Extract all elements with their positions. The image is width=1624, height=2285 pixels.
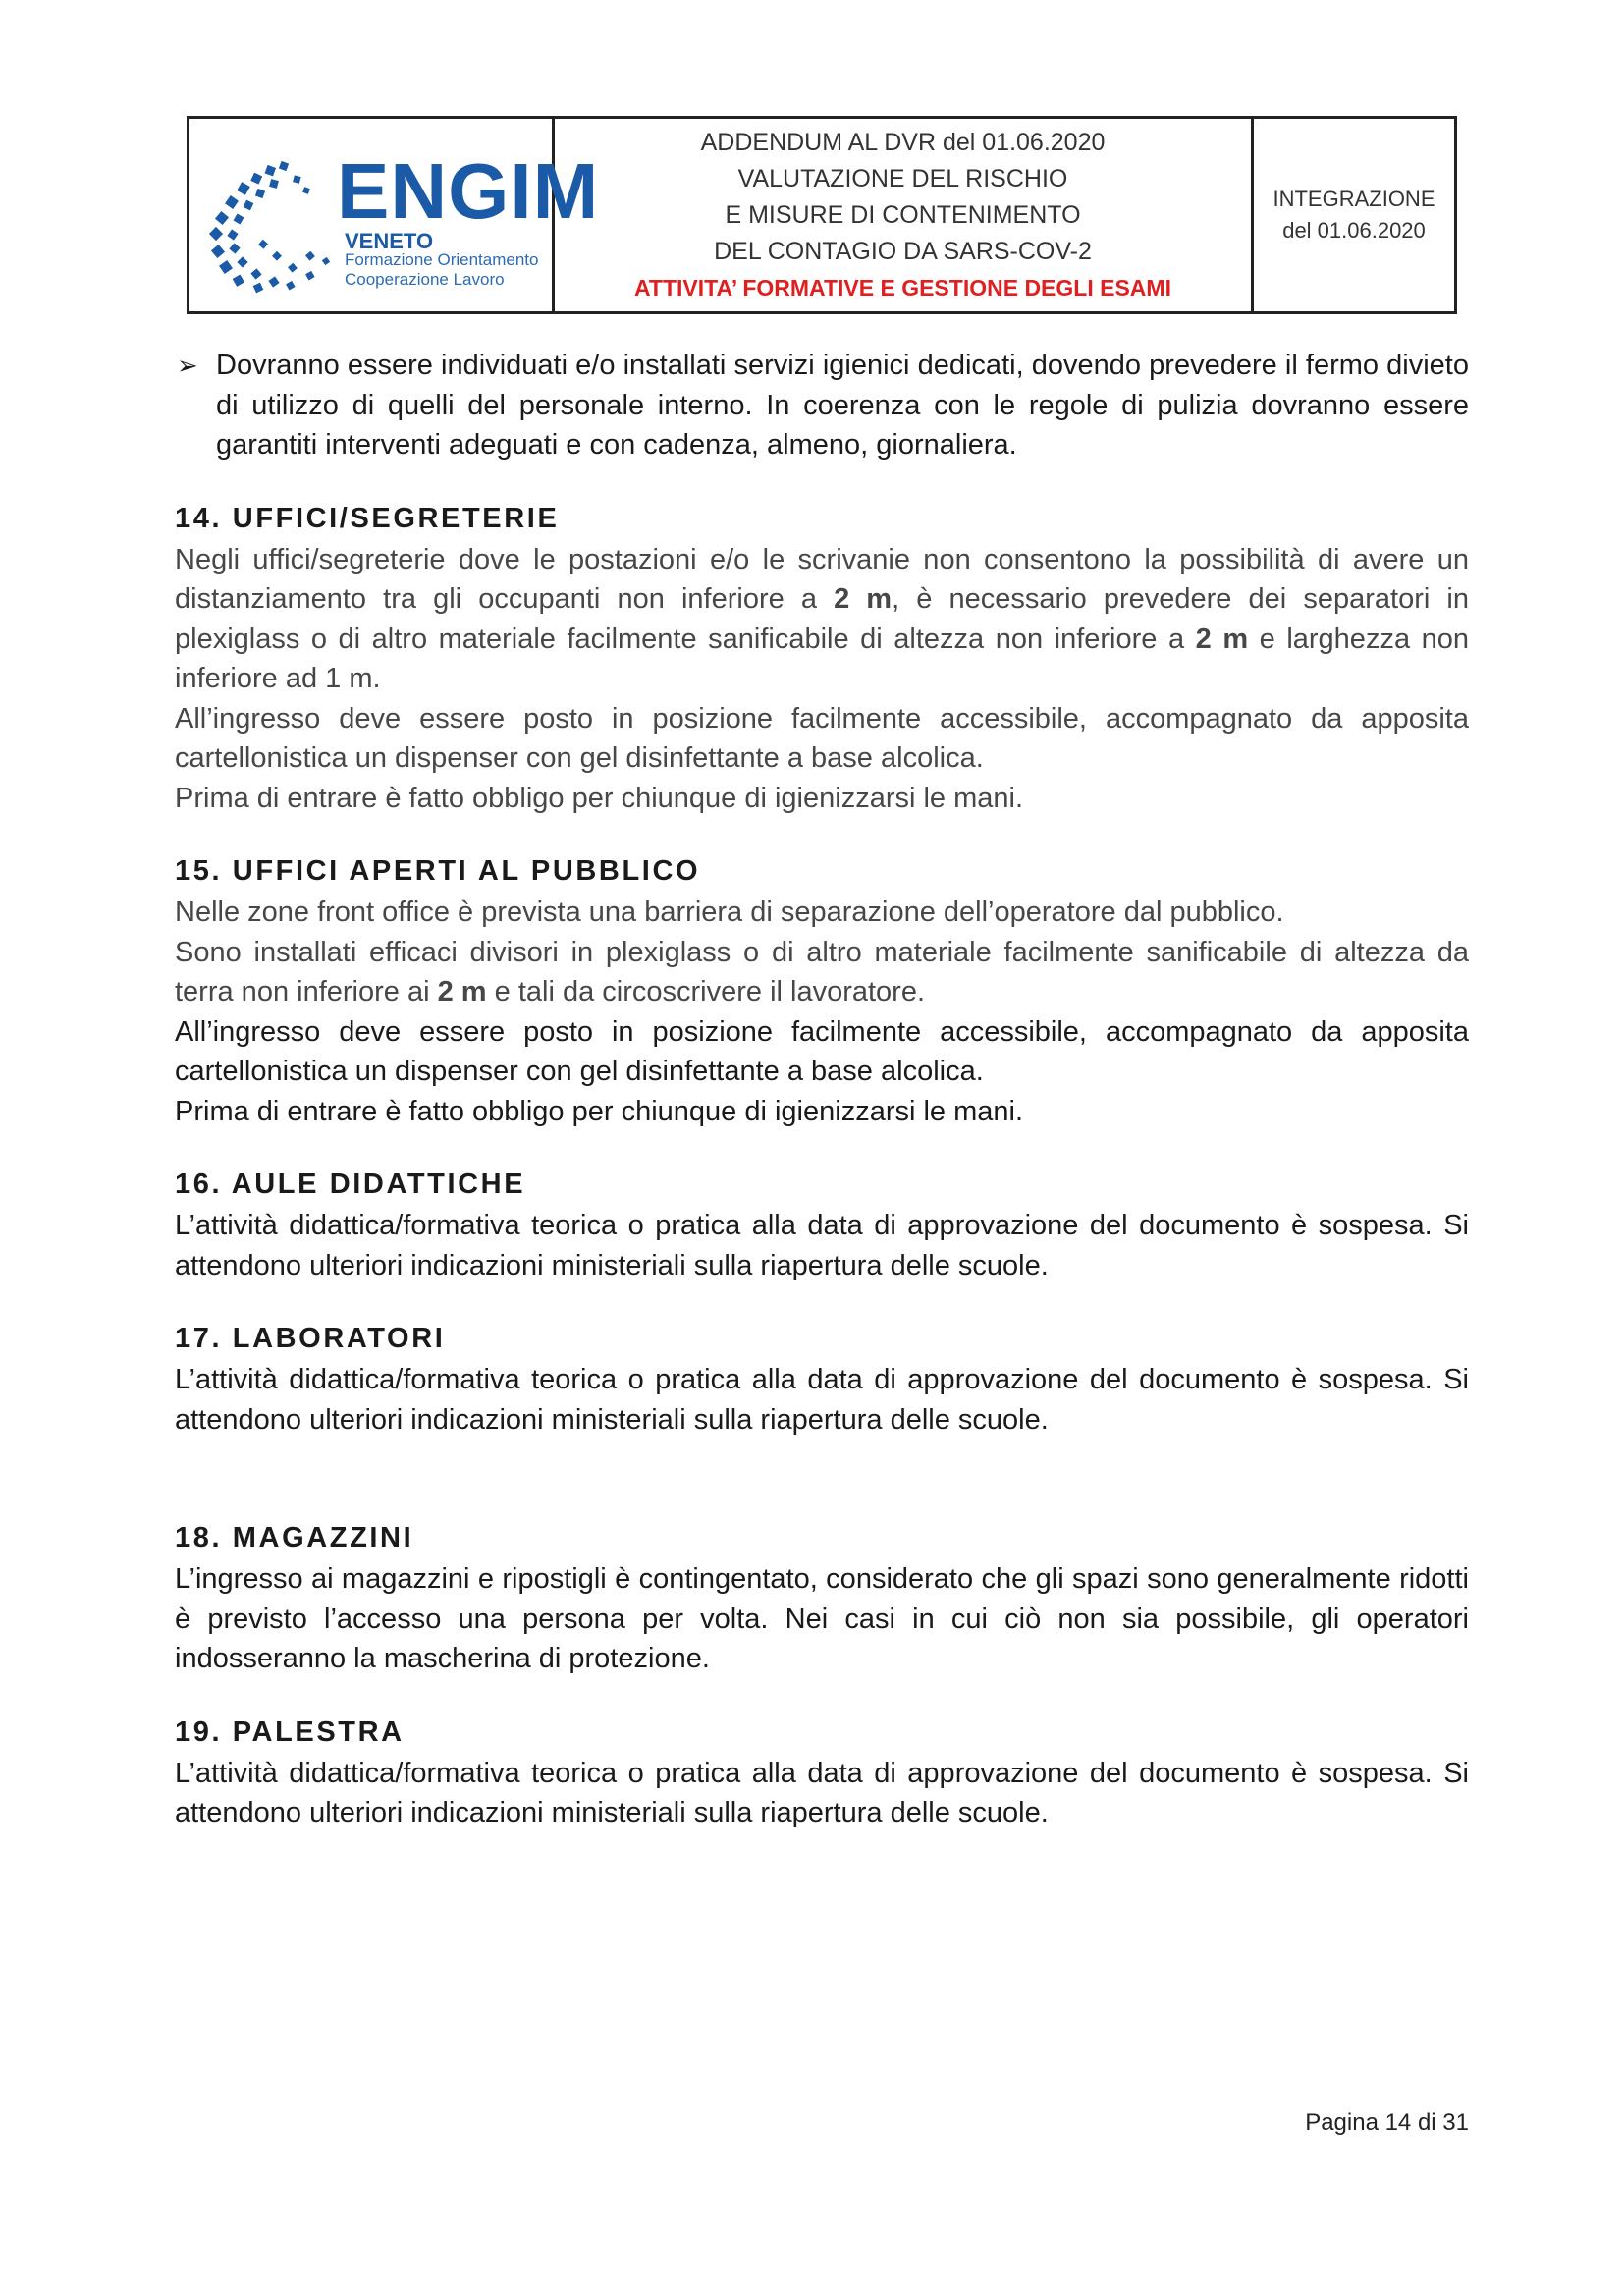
section-15 bbox=[175, 851, 1469, 1131]
header-revision-cell bbox=[1254, 119, 1454, 311]
document-header-table bbox=[187, 116, 1457, 314]
logo-tagline-1: Formazione Orientamento bbox=[345, 250, 539, 269]
section-17 bbox=[175, 1319, 1469, 1440]
section-paragraph bbox=[175, 933, 1469, 1012]
text-run: Negli uffici/segreterie dove le postazioni e/o le scrivanie non consentono la possibilità di avere un distanziamento tra gli occupanti non inferiore a bbox=[175, 543, 1469, 615]
arrow-bullet-icon: ➢ bbox=[177, 351, 198, 380]
section-heading: 16. AULE DIDATTICHE bbox=[175, 1169, 526, 1200]
logo-region: VENETO bbox=[345, 229, 434, 253]
section-paragraph bbox=[175, 540, 1469, 699]
section-paragraph: All’ingresso deve essere posto in posizione facilmente accessibile, accompagnato da apposita cartellonistica un dispenser con gel disinfettante a base alcolica. bbox=[175, 1015, 1469, 1087]
section-paragraph: Prima di entrare è fatto obbligo per chiunque di igienizzarsi le mani. bbox=[175, 782, 1024, 814]
text-run: e larghezza non inferiore ad 1 m. bbox=[175, 623, 1469, 694]
section-heading: 17. LABORATORI bbox=[175, 1323, 446, 1354]
intro-bullet-item bbox=[175, 346, 1469, 465]
section-paragraph: Prima di entrare è fatto obbligo per chiunque di igienizzarsi le mani. bbox=[175, 1095, 1024, 1127]
section-paragraph: L’attività didattica/formativa teorica o pratica alla data di approvazione del documento è sospesa. Si attendono ulteriori indicazioni ministeriali sulla riapertura delle scuole. bbox=[175, 1210, 1469, 1281]
section-19 bbox=[175, 1713, 1469, 1833]
header-title-line: DEL CONTAGIO DA SARS-COV-2 bbox=[714, 237, 1092, 265]
header-title-line: VALUTAZIONE DEL RISCHIO bbox=[737, 164, 1068, 192]
logo-tagline-2: Cooperazione Lavoro bbox=[345, 270, 505, 289]
text-run: , è necessario prevedere dei separatori in plexiglass o di altro materiale facilmente sanificabile di altezza non inferiore a bbox=[175, 583, 1469, 655]
revision-label: INTEGRAZIONE bbox=[1272, 187, 1435, 211]
logo-wordmark: ENGIM bbox=[337, 147, 600, 235]
bold-text-run: 2 m bbox=[834, 583, 893, 615]
header-title-line: ADDENDUM AL DVR del 01.06.2020 bbox=[700, 128, 1106, 156]
text-run: Sono installati efficaci divisori in plexiglass o di altro materiale facilmente sanificabile di altezza da terra non inferiore ai bbox=[175, 936, 1469, 1007]
section-paragraph: L’ingresso ai magazzini e ripostigli è contingentato, considerato che gli spazi sono generalmente ridotti è previsto l’accesso una persona per volta. Nei casi in cui ciò non sia possibile, gli operatori indosseranno la mascherina di protezione. bbox=[175, 1563, 1469, 1674]
header-title-cell bbox=[555, 119, 1254, 311]
section-paragraph: All’ingresso deve essere posto in posizione facilmente accessibile, accompagnato da apposita cartellonistica un dispenser con gel disinfettante a base alcolica. bbox=[175, 702, 1469, 774]
section-heading: 15. UFFICI APERTI AL PUBBLICO bbox=[175, 855, 701, 887]
engim-logo-dots-icon bbox=[205, 158, 343, 296]
section-16 bbox=[175, 1165, 1469, 1285]
section-14 bbox=[175, 499, 1469, 819]
section-paragraph: L’attività didattica/formativa teorica o pratica alla data di approvazione del documento è sospesa. Si attendono ulteriori indicazioni ministeriali sulla riapertura delle scuole. bbox=[175, 1757, 1469, 1828]
revision-date: del 01.06.2020 bbox=[1282, 218, 1426, 243]
bold-text-run: 2 m bbox=[437, 976, 487, 1007]
header-subtitle: ATTIVITA’ FORMATIVE E GESTIONE DEGLI ESAMI bbox=[634, 274, 1171, 300]
section-18 bbox=[175, 1518, 1469, 1679]
header-title-line: E MISURE DI CONTENIMENTO bbox=[725, 200, 1081, 229]
section-heading: 18. MAGAZZINI bbox=[175, 1522, 414, 1553]
bold-text-run: 2 m bbox=[1195, 623, 1249, 655]
logo-cell bbox=[189, 119, 600, 311]
intro-bullet-text: Dovranno essere individuati e/o installati servizi igienici dedicati, dovendo prevedere il fermo divieto di utilizzo di quelli del personale interno. In coerenza con le regole di pulizia dovranno essere garantiti interventi adeguati e con cadenza, almeno, giornaliera. bbox=[216, 350, 1469, 461]
page-number: Pagina 14 di 31 bbox=[1305, 2109, 1469, 2136]
section-paragraph: Nelle zone front office è prevista una barriera di separazione dell’operatore dal pubblico. bbox=[175, 897, 1284, 928]
section-heading: 19. PALESTRA bbox=[175, 1715, 405, 1748]
section-heading: 14. UFFICI/SEGRETERIE bbox=[175, 502, 560, 534]
text-run: e tali da circoscrivere il lavoratore. bbox=[486, 976, 926, 1007]
document-body bbox=[175, 346, 1469, 1833]
section-paragraph: L’attività didattica/formativa teorica o pratica alla data di approvazione del documento è sospesa. Si attendono ulteriori indicazioni ministeriali sulla riapertura delle scuole. bbox=[175, 1364, 1469, 1436]
